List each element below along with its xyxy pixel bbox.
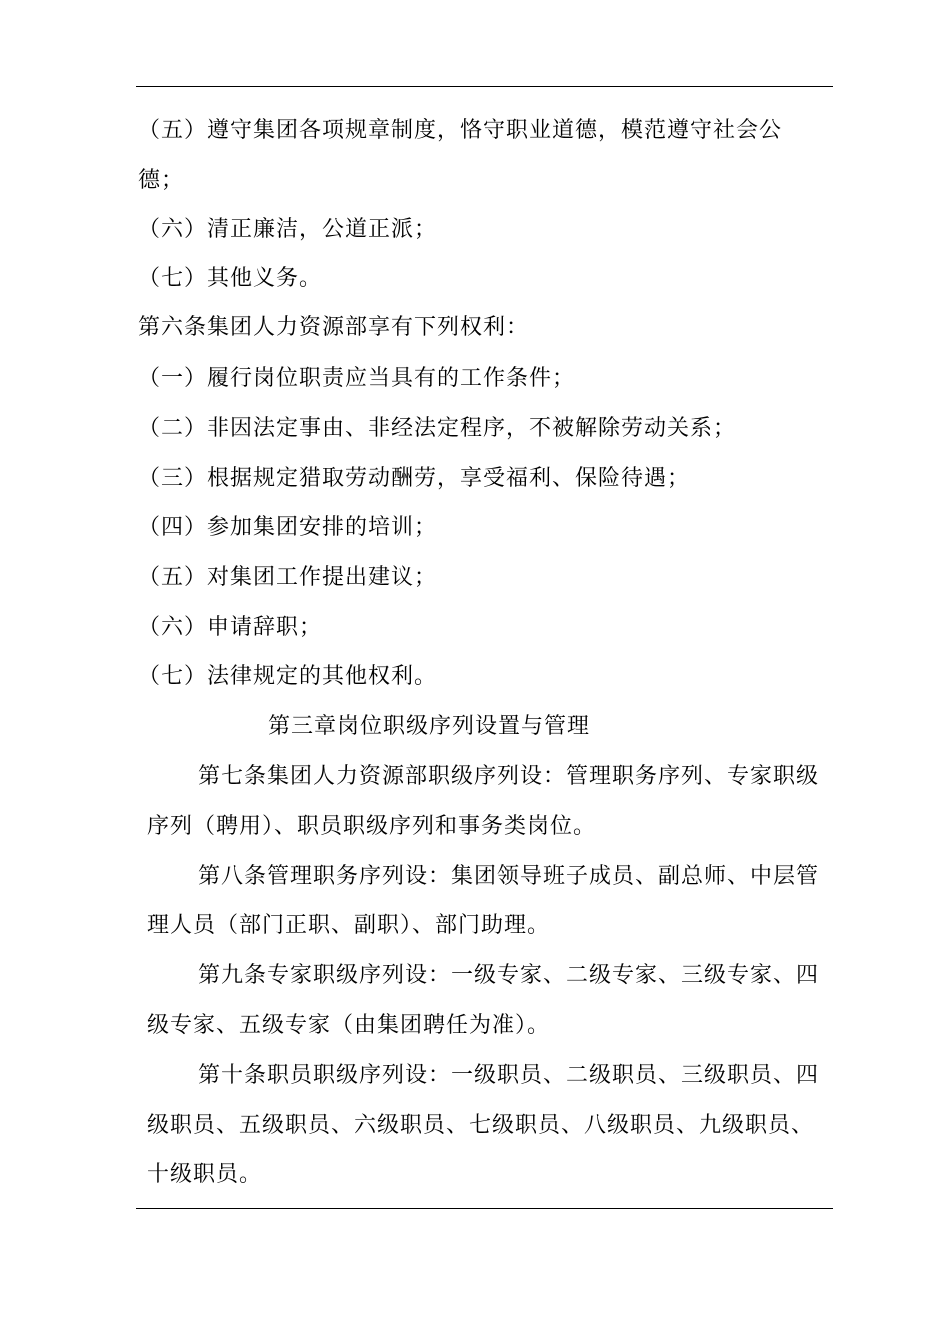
obligation-item-5: （五）遵守集团各项规章制度，恪守职业道德，模范遵守社会公: [138, 118, 783, 143]
article-6: 第六条集团人力资源部享有下列权利：: [138, 315, 530, 340]
right-item-1: （一）履行岗位职责应当具有的工作条件；: [138, 366, 576, 391]
chapter-3-heading: 第三章岗位职级序列设置与管理: [268, 714, 591, 739]
obligation-item-6: （六）清正廉洁，公道正派；: [138, 217, 438, 242]
article-7-continued: 序列（聘用）、职员职级序列和事务类岗位。: [147, 814, 597, 839]
right-item-7: （七）法律规定的其他权利。: [138, 664, 438, 689]
article-9-continued: 级专家、五级专家（由集团聘任为准）。: [147, 1013, 551, 1038]
article-8: 第八条管理职务序列设：集团领导班子成员、副总师、中层管: [198, 864, 820, 889]
article-9: 第九条专家职级序列设：一级专家、二级专家、三级专家、四: [198, 963, 820, 988]
right-item-3: （三）根据规定猎取劳动酬劳，享受福利、保险待遇；: [138, 466, 691, 491]
article-8-continued: 理人员（部门正职、副职）、部门助理。: [147, 913, 551, 938]
footer-rule: [136, 1208, 833, 1209]
obligation-item-7: （七）其他义务。: [138, 266, 323, 291]
article-10: 第十条职员职级序列设：一级职员、二级职员、三级职员、四: [198, 1063, 820, 1088]
right-item-5: （五）对集团工作提出建议；: [138, 565, 438, 590]
article-10-continued: 级职员、五级职员、六级职员、七级职员、八级职员、九级职员、: [147, 1113, 815, 1138]
right-item-4: （四）参加集团安排的培训；: [138, 515, 438, 540]
obligation-item-5-continued: 德；: [138, 168, 185, 193]
article-10-end: 十级职员。: [147, 1162, 263, 1187]
right-item-2: （二）非因法定事由、非经法定程序，不被解除劳动关系；: [138, 416, 737, 441]
header-rule: [136, 86, 833, 87]
right-item-6: （六）申请辞职；: [138, 615, 323, 640]
article-7: 第七条集团人力资源部职级序列设：管理职务序列、专家职级: [198, 764, 820, 789]
